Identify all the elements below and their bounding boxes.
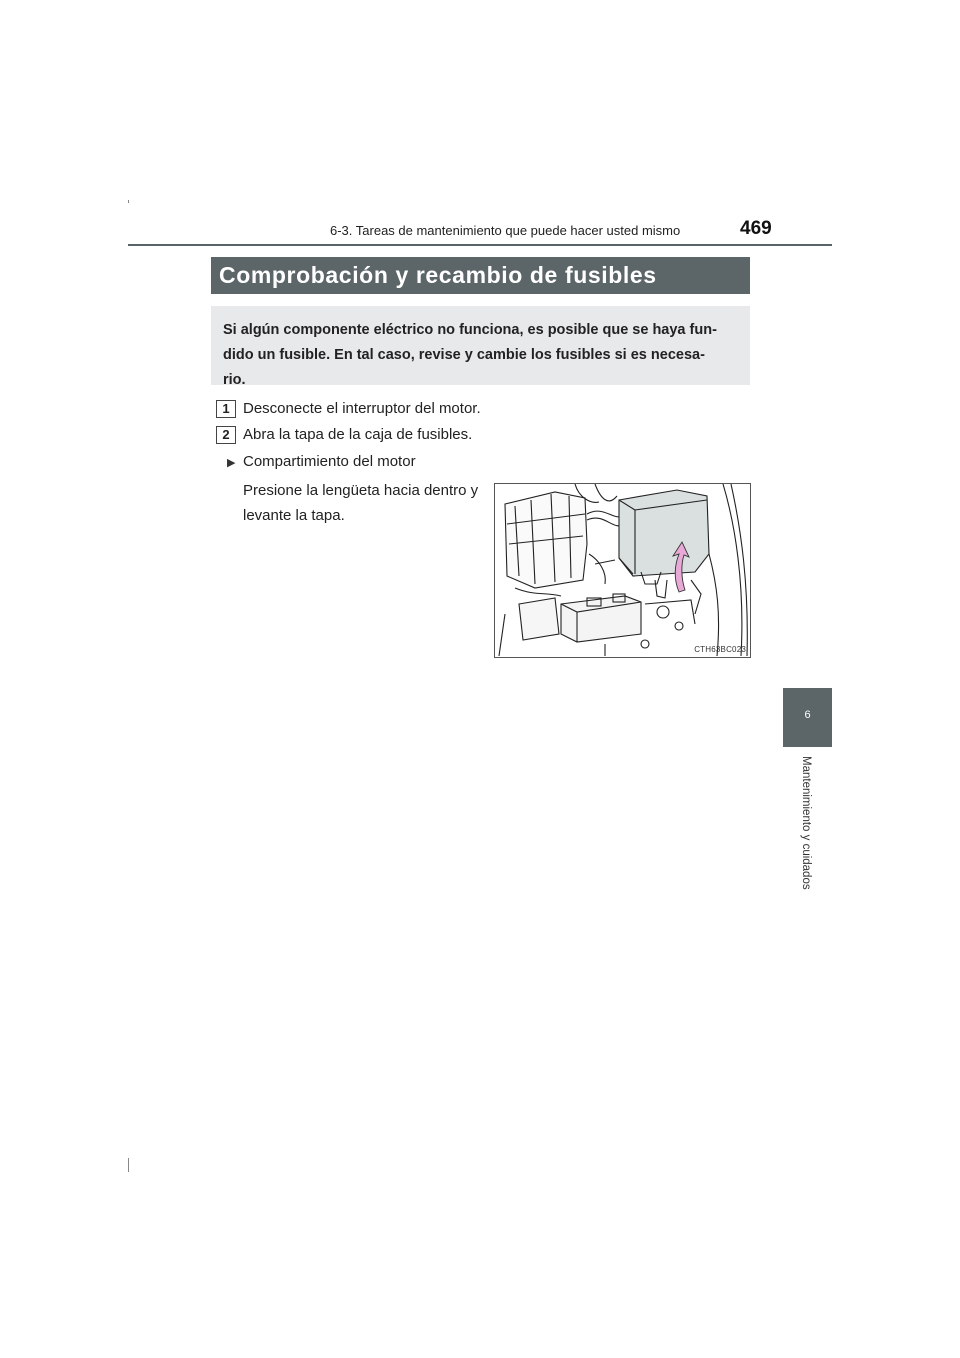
chapter-number: 6 <box>804 709 811 721</box>
crop-mark <box>128 1158 129 1172</box>
body-line: Presione la lengüeta hacia dentro y <box>243 482 479 499</box>
crop-mark <box>128 200 129 203</box>
triangle-bullet-icon: ▶ <box>227 457 236 469</box>
intro-box <box>211 306 750 388</box>
header-section-title: 6-3. Tareas de mantenimiento que puede hacer usted mismo <box>330 223 681 238</box>
page-number: 469 <box>740 218 772 239</box>
illustration-code: CTH63BC023 <box>694 645 746 654</box>
engine-bay-drawing <box>495 484 749 656</box>
step-number-badge: 2 <box>216 426 236 444</box>
intro-line: Si algún componente eléctrico no funciona, es posible que se haya fun- <box>223 322 717 338</box>
step-text: Desconecte el interruptor del motor. <box>243 400 481 417</box>
subsection-heading: Compartimiento del motor <box>243 453 416 470</box>
header-rule <box>128 244 832 246</box>
subsection-body <box>243 478 478 528</box>
intro-line: dido un fusible. En tal caso, revise y cambie los fusibles si es necesa- <box>223 347 705 363</box>
step-number-badge: 1 <box>216 400 236 418</box>
engine-compartment-illustration <box>494 483 751 658</box>
step-text: Abra la tapa de la caja de fusibles. <box>243 426 473 443</box>
intro-text <box>223 318 740 393</box>
body-line: levante la tapa. <box>243 507 345 524</box>
intro-line: rio. <box>223 372 246 388</box>
chapter-title: Mantenimiento y cuidados <box>800 756 812 890</box>
section-title: Comprobación y recambio de fusibles <box>211 257 750 294</box>
